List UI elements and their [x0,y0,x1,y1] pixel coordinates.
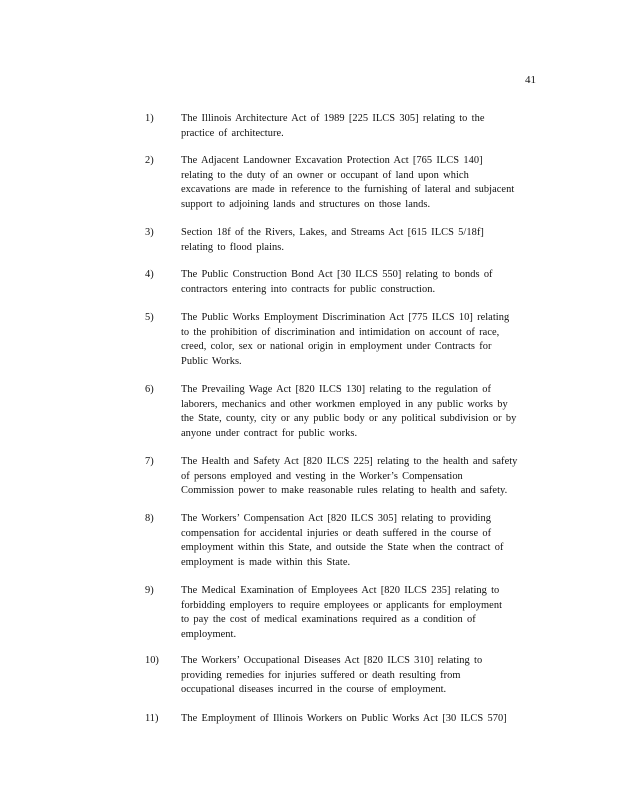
text-line: The Prevailing Wage Act [820 ILCS 130] relating to the regulation of [181,384,491,395]
text-line: employment is made within this State. [181,556,351,568]
list-item-text [181,455,543,499]
text-line: compensation for accidental injuries or death suffered in the course of [181,527,492,539]
text-line: The Workers’ Occupational Diseases Act [820 ILCS 310] relating to [181,655,483,666]
list-item-number: 9) [145,585,154,596]
list-item-number: 2) [145,155,154,166]
text-line: to the prohibition of discrimination and intimidation on account of race, [181,326,500,338]
text-line: of persons employed and vesting in the Worker’s Compensation [181,470,463,482]
text-line: relating to the duty of an owner or occupant of land upon which [181,169,469,181]
list-item-number: 3) [145,227,154,238]
list-item-number: 5) [145,312,154,323]
text-line: The Public Construction Bond Act [30 ILCS 550] relating to bonds of [181,269,493,280]
text-line: Public Works. [181,355,242,367]
list-item-number: 6) [145,384,154,395]
text-line: relating to flood plains. [181,241,285,253]
text-line: practice of architecture. [181,127,284,139]
list-item-number: 10) [145,655,159,666]
list-item-number: 11) [145,713,159,724]
text-line: providing remedies for injuries suffered or death resulting from [181,669,461,681]
text-line: laborers, mechanics and other workmen employed in any public works by [181,398,508,410]
list-item-number: 8) [145,513,154,524]
list-item-text [181,226,543,255]
text-line: contractors entering into contracts for public construction. [181,283,436,295]
list-item-text [181,112,543,141]
list-item-text [181,268,543,297]
list-item-text [181,512,543,570]
text-line: The Health and Safety Act [820 ILCS 225] relating to the health and safety [181,456,518,467]
text-line: occupational diseases incurred in the course of employment. [181,684,447,696]
text-line: to pay the cost of medical examinations required as a condition of [181,614,476,626]
text-line: The Adjacent Landowner Excavation Protection Act [765 ILCS 140] [181,155,483,166]
text-line: Commission power to make reasonable rules relating to health and safety. [181,485,508,497]
page-number: 41 [525,74,536,86]
text-line: The Public Works Employment Discrimination Act [775 ILCS 10] relating [181,312,510,323]
text-line: employment within this State, and outside the State when the contract of [181,542,504,554]
list-item-text [181,383,543,441]
text-line: excavations are made in reference to the furnishing of lateral and subjacent [181,184,515,196]
text-line: Section 18f of the Rivers, Lakes, and Streams Act [615 ILCS 5/18f] [181,227,484,238]
text-line: forbidding employers to require employees or applicants for employment [181,599,503,611]
list-item-text [181,311,543,369]
list-item-text [181,654,543,698]
list-item-text [181,154,543,212]
list-item-text [181,712,543,727]
text-line: support to adjoining lands and structures on those lands. [181,198,431,210]
list-item-number: 4) [145,269,154,280]
text-line: The Employment of Illinois Workers on Public Works Act [30 ILCS 570] [181,713,507,724]
text-line: The Illinois Architecture Act of 1989 [225 ILCS 305] relating to the [181,113,485,124]
list-item-number: 1) [145,113,154,124]
text-line: the State, county, city or any public body or any political subdivision or by [181,413,517,425]
list-item-number: 7) [145,456,154,467]
text-line: employment. [181,628,237,640]
text-line: The Medical Examination of Employees Act [820 ILCS 235] relating to [181,585,500,596]
text-line: anyone under contract for public works. [181,427,358,439]
text-line: creed, color, sex or national origin in employment under Contracts for [181,341,492,353]
list-item-text [181,584,543,642]
text-line: The Workers’ Compensation Act [820 ILCS 305] relating to providing [181,513,491,524]
